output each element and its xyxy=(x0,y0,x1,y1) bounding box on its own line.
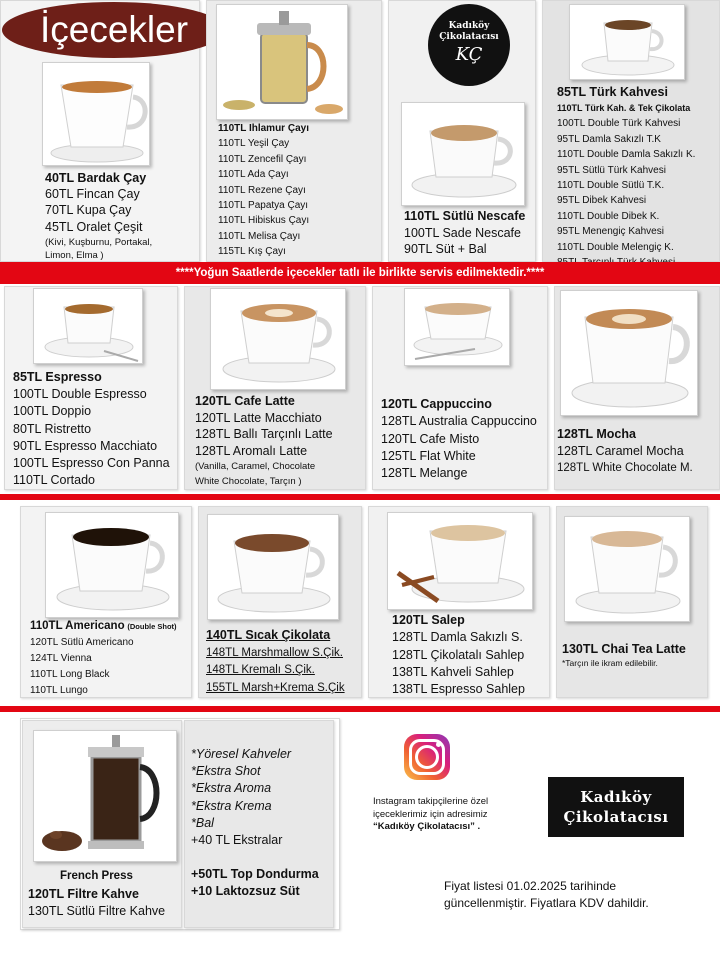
menu-item: 110TL Melisa Çayı xyxy=(218,230,301,242)
americano-list xyxy=(30,618,177,699)
menu-item: 110TL Zencefil Çayı xyxy=(218,153,307,165)
menu-item: 125TL Flat White xyxy=(381,448,476,463)
espresso-head: 85TL Espresso xyxy=(13,370,102,384)
chai-head: 130TL Chai Tea Latte xyxy=(562,642,686,656)
menu-item: 130TL Sütlü Filtre Kahve xyxy=(28,904,166,918)
nescafe-list xyxy=(404,208,525,258)
menu-item: 90TL Espresso Macchiato xyxy=(13,438,158,453)
oralet-note: Limon, Elma ) xyxy=(45,249,104,261)
extras-spacer xyxy=(191,849,319,866)
menu-item: 128TL Çikolatalı Sahlep xyxy=(392,647,525,662)
brand-monogram: KÇ xyxy=(455,44,483,65)
filtre-list xyxy=(28,868,165,921)
price-note-line: güncellenmiştir. Fiyatlara KDV dahildir. xyxy=(444,896,649,910)
menu-item: 110TL Double Sütlü T.K. xyxy=(557,180,665,192)
menu-item: 120TL Sütlü Americano xyxy=(30,637,134,648)
chai-list xyxy=(562,641,686,670)
sicak-cikolata-list xyxy=(206,627,345,697)
extra-item: *Bal xyxy=(191,815,214,830)
tea-glass-photo xyxy=(42,62,150,166)
menu-item: 128TL Caramel Mocha xyxy=(557,444,684,459)
menu-item: 128TL White Chocolate M. xyxy=(557,462,693,475)
americano-head-row xyxy=(30,618,177,635)
espresso-list xyxy=(13,369,170,489)
extra-item: *Ekstra Aroma xyxy=(191,781,272,796)
menu-item: 148TL Marshmallow S.Çik. xyxy=(206,646,343,659)
french-press-photo xyxy=(33,730,177,862)
price-note xyxy=(444,878,649,912)
menu-item: 115TL Kış Çayı xyxy=(218,246,286,258)
extras-list xyxy=(191,746,319,901)
menu-item: 110TL Hibiskus Çayı xyxy=(218,215,310,227)
mocha-head: 128TL Mocha xyxy=(557,427,636,441)
nescafe-photo xyxy=(401,102,525,206)
menu-item: 110TL Double Damla Sakızlı K. xyxy=(557,149,696,161)
latte-photo xyxy=(210,288,346,390)
menu-item: 128TL Aromalı Latte xyxy=(195,443,308,458)
brand-logo-rect xyxy=(548,777,684,837)
price-note-line: Fiyat listesi 01.02.2025 tarihinde xyxy=(444,879,617,893)
latte-head: 120TL Cafe Latte xyxy=(195,394,295,408)
french-press-caption: French Press xyxy=(60,870,133,882)
menu-item: 110TL Yeşil Çay xyxy=(218,138,290,150)
menu-item: 110TL Cortado xyxy=(13,473,95,488)
extra-bold-item: +50TL Top Dondurma xyxy=(191,867,319,882)
menu-item: 120TL Cafe Misto xyxy=(381,431,480,446)
americano-head: 110TL Americano xyxy=(30,620,125,632)
menu-item: 45TL Oralet Çeşit xyxy=(45,219,143,234)
red-divider-1 xyxy=(0,494,720,500)
menu-item: 124TL Vienna xyxy=(30,653,92,664)
menu-item: 100TL Sade Nescafe xyxy=(404,225,521,240)
tea-pot-photo xyxy=(216,4,348,120)
menu-item: 100TL Double Türk Kahvesi xyxy=(557,118,681,130)
bardak-cay-head: 40TL Bardak Çay xyxy=(45,171,147,185)
nescafe-head: 110TL Sütlü Nescafe xyxy=(404,209,526,223)
menu-item: 110TL Double Melengiç K. xyxy=(557,241,674,253)
bardak-cay-list xyxy=(45,170,152,262)
menu-item: 95TL Sütlü Türk Kahvesi xyxy=(557,164,666,176)
salep-head: 120TL Salep xyxy=(392,613,465,627)
mocha-list xyxy=(557,426,693,478)
menu-item: 95TL Damla Sakızlı T.K xyxy=(557,133,661,145)
latte-list xyxy=(195,393,333,489)
menu-item: 95TL Dibek Kahvesi xyxy=(557,195,647,207)
chai-photo xyxy=(564,516,690,622)
menu-item: 110TL Long Black xyxy=(30,669,110,680)
menu-item: 138TL Kahveli Sahlep xyxy=(392,664,514,679)
extra-item: *Yöresel Kahveler xyxy=(191,747,292,761)
salep-list xyxy=(392,612,525,698)
instagram-icon-lens xyxy=(415,745,439,769)
menu-item: 80TL Ristretto xyxy=(13,421,92,436)
americano-head-note: (Double Shot) xyxy=(127,622,177,631)
latte-note: (Vanilla, Caramel, Chocolate xyxy=(195,461,316,472)
page-title: İçecekler xyxy=(2,2,226,58)
menu-item: 110TL Rezene Çayı xyxy=(218,184,306,196)
menu-item: 90TL Süt + Bal xyxy=(404,242,487,256)
menu-item: 100TL Espresso Con Panna xyxy=(13,456,170,471)
menu-item: 128TL Ballı Tarçınlı Latte xyxy=(195,427,333,441)
salep-photo xyxy=(387,512,533,610)
menu-item: 148TL Kremalı S.Çik. xyxy=(206,664,315,676)
ihlamur-list xyxy=(218,121,309,260)
menu-item: 70TL Kupa Çay xyxy=(45,203,132,218)
instagram-icon-dot xyxy=(436,742,441,747)
brand-logo-line: Kadıköy xyxy=(580,788,652,806)
turk-kahvesi-sub: 110TL Türk Kah. & Tek Çikolata xyxy=(557,103,691,113)
instagram-line: içeceklerimiz için adresimiz xyxy=(373,808,488,820)
menu-item: 95TL Menengiç Kahvesi xyxy=(557,226,664,238)
brand-logo-line: Çikolatacısı xyxy=(563,808,669,826)
menu-item: 110TL Lungo xyxy=(30,685,88,696)
latte-note: White Chocolate, Tarçın ) xyxy=(195,476,302,487)
espresso-photo xyxy=(33,288,143,364)
ihlamur-head: 110TL Ihlamur Çayı xyxy=(218,123,309,134)
extras-price: +40 TL Ekstralar xyxy=(191,833,283,848)
sicak-cikolata-head xyxy=(206,627,345,645)
cappuccino-photo xyxy=(404,288,510,366)
menu-item: 128TL Australia Cappuccino xyxy=(381,414,537,429)
americano-photo xyxy=(45,512,179,618)
menu-item: 120TL Latte Macchiato xyxy=(195,410,322,425)
menu-item: 128TL Damla Sakızlı S. xyxy=(392,630,523,645)
instagram-handle: “Kadıköy Çikolatacısı” . xyxy=(373,821,481,832)
brand-logo-round xyxy=(428,4,510,86)
sicak-cikolata-head-text: 140TL Sıcak Çikolata xyxy=(206,628,331,642)
menu-item: 110TL Double Dibek K. xyxy=(557,210,660,222)
filtre-head: 120TL Filtre Kahve xyxy=(28,886,139,901)
menu-item: 100TL Double Espresso xyxy=(13,387,147,402)
brand-name: Kadıköy Çikolatacısı xyxy=(439,21,499,42)
red-divider-2 xyxy=(0,706,720,712)
instagram-line: Instagram takipçilerine özel xyxy=(373,796,489,807)
menu-item: 100TL Doppio xyxy=(13,404,92,419)
instagram-text xyxy=(373,796,488,834)
chai-note: *Tarçın ile ikram edilebilir. xyxy=(562,658,658,668)
mocha-photo xyxy=(560,290,698,416)
menu-item: 110TL Ada Çayı xyxy=(218,169,289,181)
banner-text: ****Yoğun Saatlerde içecekler tatlı ile birlikte servis edilmektedir.**** xyxy=(175,267,545,279)
extra-item: *Ekstra Shot xyxy=(191,764,261,779)
instagram-icon[interactable] xyxy=(404,734,450,780)
menu-item: 128TL Melange xyxy=(381,466,468,481)
turkish-coffee-photo xyxy=(569,4,685,80)
menu-item: 60TL Fincan Çay xyxy=(45,187,140,202)
turk-kahvesi-head: 85TL Türk Kahvesi xyxy=(557,85,668,99)
oralet-note: (Kivi, Kuşburnu, Portakal, xyxy=(45,236,153,248)
menu-item: 155TL Marsh+Krema S.Çik xyxy=(206,681,345,694)
hot-chocolate-photo xyxy=(207,514,339,620)
cappuccino-head: 120TL Cappuccino xyxy=(381,397,492,411)
menu-item: 110TL Papatya Çayı xyxy=(218,200,309,212)
menu-item: 138TL Espresso Sahlep xyxy=(392,682,525,697)
extra-item: *Ekstra Krema xyxy=(191,798,272,813)
extra-bold-item: +10 Laktozsuz Süt xyxy=(191,884,300,899)
turk-kahvesi-list xyxy=(557,84,695,270)
cappuccino-list xyxy=(381,396,537,482)
